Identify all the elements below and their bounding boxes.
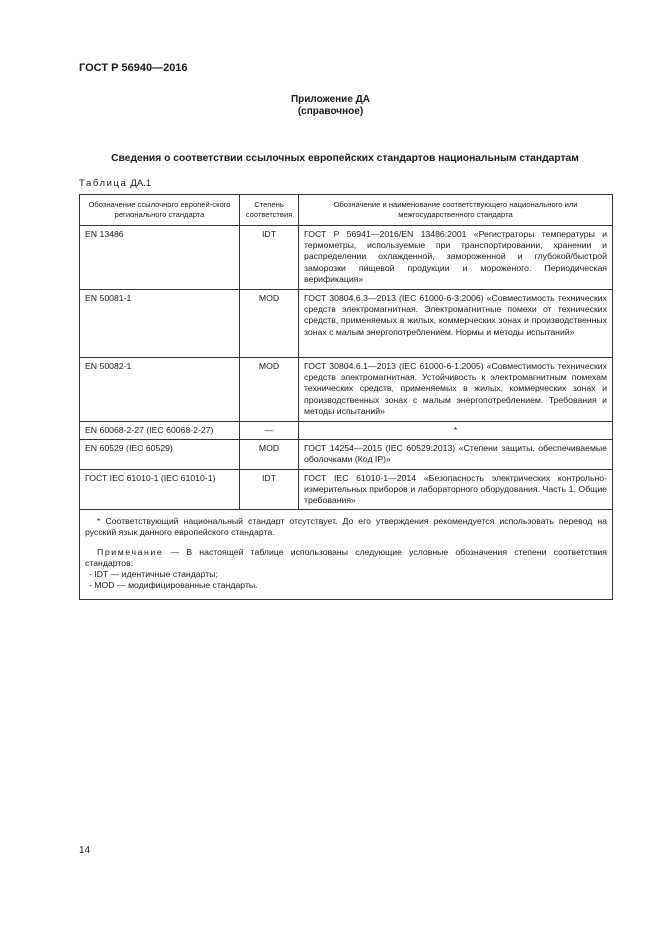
- table-label: [79, 178, 151, 189]
- cell-standard: EN 50081-1: [80, 290, 240, 358]
- note-label: Примечание: [97, 546, 164, 557]
- cell-standard: EN 60068-2-27 (IEC 60068-2-27): [80, 422, 240, 440]
- table-label-number: ДА.1: [130, 178, 152, 189]
- appendix-title: Приложение ДА: [290, 94, 371, 105]
- table-row: [80, 440, 613, 469]
- cell-degree: MOD: [240, 440, 299, 469]
- header-national-standard: Обозначение и наименование соответствующего национального или межгосударственного стандарта: [299, 195, 613, 226]
- table-header-row: [80, 195, 613, 226]
- table-row: [80, 469, 613, 510]
- table-footer: [80, 510, 613, 600]
- cell-degree: IDT: [240, 469, 299, 510]
- cell-standard: EN 60529 (IEC 60529): [80, 440, 240, 469]
- table-footer-row: [80, 510, 613, 600]
- cell-standard: ГОСТ IEC 61010-1 (IEC 61010-1): [80, 469, 240, 510]
- cell-degree: MOD: [240, 290, 299, 358]
- table-note: [85, 547, 607, 569]
- header-degree: Степень соответствия: [240, 195, 299, 226]
- note-item-idt: - IDT — идентичные стандарты;: [89, 569, 218, 580]
- section-title: Сведения о соответствии ссылочных европейских стандартов национальным стандартам: [111, 153, 579, 164]
- cell-national: ГОСТ IEC 61010-1—2014 «Безопасность электрических контрольно-измерительных приборов и лабораторного оборудования. Часть 1. Общие требования»: [299, 469, 613, 510]
- note-item-mod: - MOD — модифицированные стандарты.: [89, 580, 258, 591]
- cell-national: ГОСТ 30804.6.1—2013 (IEC 61000-6-1:2005) «Совместимость технических средств электромагнитная. Устойчивость к электромагнитным помехам технических средств, применяемых в жилых, коммерческих зонах и производственных зонах с малым энергопотреблением. Требования и методы испытаний»: [299, 358, 613, 422]
- table-row: [80, 358, 613, 422]
- cell-degree: IDT: [240, 226, 299, 290]
- correspondence-table: [79, 194, 613, 600]
- cell-standard: EN 13486: [80, 226, 240, 290]
- note-text: — В настоящей таблице использованы следующие условные обозначения степени соответствия стандартов:: [85, 546, 607, 568]
- document-header: ГОСТ Р 56940—2016: [79, 62, 188, 74]
- header-european-standard: Обозначение ссылочного европей-ского регионального стандарта: [80, 195, 240, 226]
- table-footnote: * Соответствующий национальный стандарт отсутствует. До его утверждения рекомендуется использовать перевод на русский язык данного европейского стандарта.: [85, 516, 607, 538]
- cell-standard: EN 50082-1: [80, 358, 240, 422]
- table-row: [80, 226, 613, 290]
- cell-national: ГОСТ Р 56941—2016/EN 13486:2001 «Регистраторы температуры и термометры, используемые при транспортировании, хранении и распределении охлажденной, замороженной и глубокой/быстрой заморозки пищевой продукции и мороженого. Периодическая верификация»: [299, 226, 613, 290]
- cell-degree: MOD: [240, 358, 299, 422]
- cell-national: ГОСТ 14254—2015 (IEC 60529:2013) «Степени защиты, обеспечиваемые оболочками (Код IP)»: [299, 440, 613, 469]
- table-row: [80, 422, 613, 440]
- cell-national: ГОСТ 30804.6.3—2013 (IEC 61000-6-3:2006) «Совместимость технических средств электромагнитная. Электромагнитные помехи от технических средств, применяемых в жилых, коммерческих зонах и производственных зонах с малым энергопотреблением. Нормы и методы испытаний»: [299, 290, 613, 358]
- table-label-prefix: Таблица: [79, 178, 128, 189]
- cell-degree: —: [240, 422, 299, 440]
- appendix-subtitle: (справочное): [297, 106, 364, 117]
- table-row: [80, 290, 613, 358]
- cell-national: *: [299, 422, 613, 440]
- page-number: 14: [79, 845, 91, 856]
